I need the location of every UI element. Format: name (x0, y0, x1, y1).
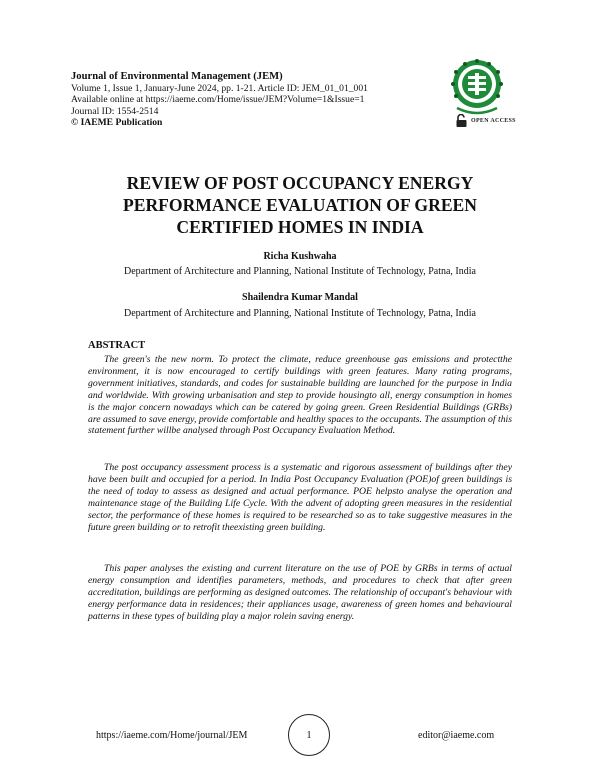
title-line: REVIEW OF POST OCCUPANCY ENERGY (126, 173, 474, 193)
title-line: PERFORMANCE EVALUATION OF GREEN (122, 195, 477, 215)
footer-email[interactable]: editor@iaeme.com (418, 730, 495, 741)
abstract-paragraph: The post occupancy assessment process is a systematic and rigorous assessment of buildings after they have been built and occupied for a period. In India Post Occupancy Evaluation (POE)of green buildings is the need of today to assess as designed and actual performance. POE helpsto analyse the operation and maintenance stage of the Building Life Cycle. With the advent of adopting green measures in the residential sector, the performance of these homes is required to be researched so as to take suggestive measures in the future green building or to retrofit theexisting green building. (88, 462, 512, 533)
author-affiliation: Department of Architecture and Planning, National Institute of Technology, Patna, India (124, 308, 476, 319)
author-name: Shailendra Kumar Mandal (242, 292, 358, 303)
journal-id: Journal ID: 1554-2514 (71, 105, 159, 117)
footer-journal-link[interactable]: https://iaeme.com/Home/journal/JEM (96, 730, 248, 741)
publisher: © IAEME Publication (71, 117, 163, 129)
open-access-badge (456, 114, 516, 127)
open-access-label: OPEN ACCESS (471, 117, 516, 124)
abstract-paragraph: The green's the new norm. To protect the climate, reduce greenhouse gas emissions and protectthe environment, it is now encouraged to certify buildings with green features. Many rating programs, government initiatives, standards, and codes for sustainable building are launched for the purpose in India and worldwide. With growing urbanisation and step to provide housingto all, energy consumption in homes is the major concern nowadays which can be catered by going green. Green Residential Buildings (GRBs) are assumed to save energy, provide comfortable and healthy spaces to the occupants. The assumption of this statement further willbe analysed through Post Occupancy Evaluation Method. (88, 354, 512, 437)
abstract-paragraph: This paper analyses the existing and current literature on the use of POE by GRBs in terms of actual energy consumption and identifies parameters, methods, and procedures to check that after green accreditation, buildings are performing as designed outcomes. The relationship of occupant's behaviour with energy performance data in residences; their appliances usage, awareness of green homes and behavioural patterns in these types of building play a major rolein saving energy. (88, 563, 512, 622)
author-name: Richa Kushwaha (263, 251, 337, 262)
author-affiliation: Department of Architecture and Planning, National Institute of Technology, Patna, India (124, 266, 476, 277)
journal-header (71, 71, 431, 129)
open-lock-icon (456, 114, 467, 127)
title-line: CERTIFIED HOMES IN INDIA (176, 217, 424, 237)
available-online: Available online at https://iaeme.com/Home/issue/JEM?Volume=1&Issue=1 (71, 94, 365, 106)
abstract-heading: ABSTRACT (88, 340, 146, 351)
issue-line: Volume 1, Issue 1, January-June 2024, pp. 1-21. Article ID: JEM_01_01_001 (71, 82, 368, 94)
journal-title: Journal of Environmental Management (JEM) (71, 71, 283, 82)
page-number: 1 (288, 714, 330, 756)
paper-title (60, 172, 540, 238)
